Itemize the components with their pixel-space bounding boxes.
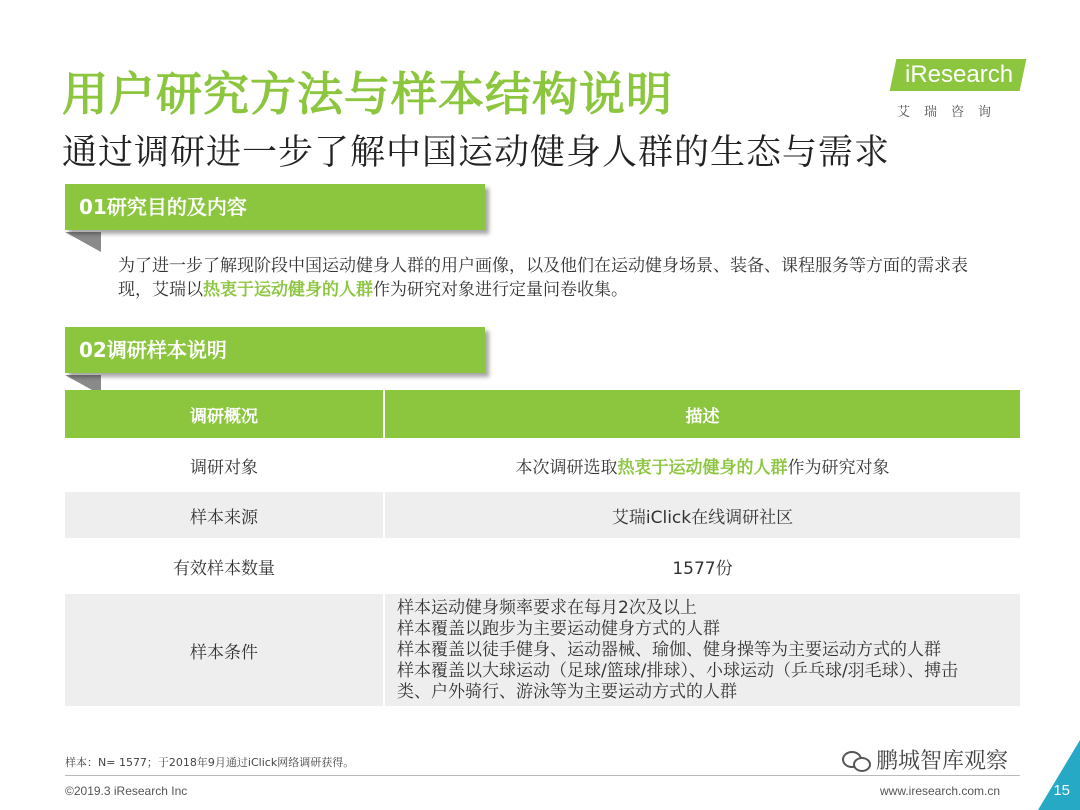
condition-line: 样本覆盖以跑步为主要运动健身方式的人群	[397, 618, 720, 639]
logo-chinese-name: 艾瑞咨询	[897, 105, 1006, 120]
wechat-icon	[842, 749, 872, 771]
condition-line: 样本覆盖以徒手健身、运动器械、瑜伽、健身操等为主要运动方式的人群	[397, 639, 941, 660]
footer-divider	[65, 775, 1020, 776]
sample-conditions	[385, 591, 1020, 706]
table-row	[65, 438, 1020, 489]
page-title: 用户研究方法与样本结构说明	[62, 67, 673, 121]
website-url: www.iresearch.com.cn	[880, 784, 1001, 798]
condition-line: 样本运动健身频率要求在每月2次及以上	[397, 597, 697, 618]
section-banner-sample: 02调研样本说明	[65, 327, 485, 373]
banner-fold-shadow	[65, 232, 101, 252]
purpose-paragraph: 为了进一步了解现阶段中国运动健身人群的用户画像，以及他们在运动健身场景、装备、课程服务等方面的需求表现，艾瑞以热衷于运动健身的人群作为研究对象进行定量问卷收集。	[118, 256, 968, 300]
table-row	[65, 591, 1020, 706]
wechat-watermark	[842, 744, 1008, 775]
row-description: 艾瑞iClick在线调研社区	[385, 489, 1020, 538]
sample-note: 样本：N= 1577；于2018年9月通过iClick网络调研获得。	[65, 756, 355, 769]
row-label: 样本条件	[65, 591, 385, 706]
row-label: 调研对象	[65, 438, 385, 489]
row-label: 有效样本数量	[65, 538, 385, 591]
page-number: 15	[1053, 782, 1070, 799]
table-row	[65, 489, 1020, 538]
table-row	[65, 538, 1020, 591]
iresearch-logo	[893, 55, 1033, 125]
logo-wordmark: iResearch	[890, 59, 1027, 91]
watermark-text: 鹏城智库观察	[876, 749, 1009, 774]
copyright: ©2019.3 iResearch Inc	[65, 784, 188, 798]
row-label: 样本来源	[65, 489, 385, 538]
row-description: 本次调研选取热衷于运动健身的人群作为研究对象	[385, 438, 1020, 489]
highlight-text: 热衷于运动健身的人群	[203, 280, 373, 300]
page-corner-triangle	[1038, 740, 1080, 810]
row-description: 1577份	[385, 538, 1020, 591]
section-banner-purpose: 01研究目的及内容	[65, 184, 485, 230]
sample-table	[65, 390, 1020, 706]
condition-line: 样本覆盖以大球运动（足球/篮球/排球）、小球运动（乒乓球/羽毛球）、搏击	[397, 660, 959, 681]
page-subtitle: 通过调研进一步了解中国运动健身人群的生态与需求	[62, 133, 891, 173]
table-header-description: 描述	[385, 390, 1020, 438]
condition-line: 类、户外骑行、游泳等为主要运动方式的人群	[397, 681, 737, 702]
table-header-overview: 调研概况	[65, 390, 385, 438]
